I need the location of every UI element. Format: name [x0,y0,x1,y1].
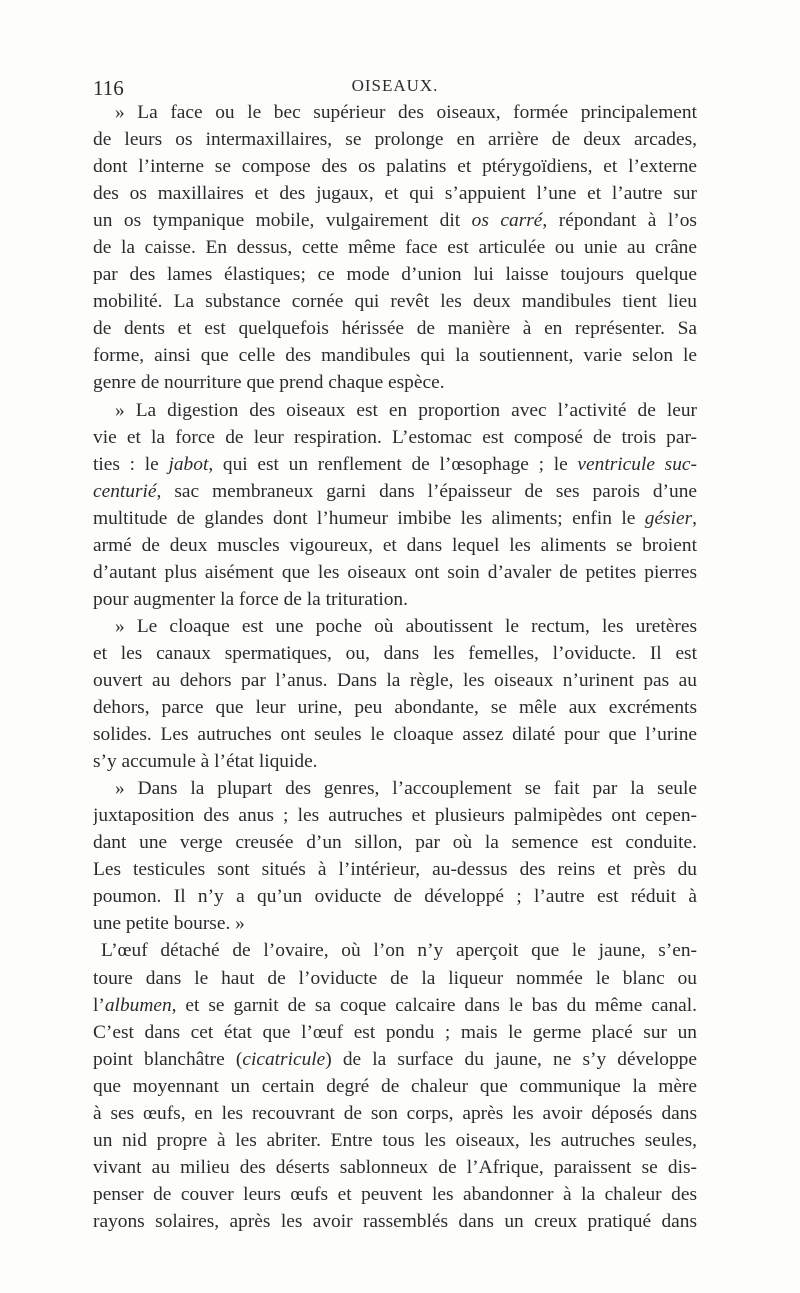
text-line: » Dans la plupart des genres, l’accouplement se fait par la seule [115,778,697,800]
text-line: C’est dans cet état que l’œuf est pondu ; mais le germe placé sur un [93,1021,697,1043]
text-line: dehors, parce que leur urine, peu abondante, se mêle aux excréments [93,697,697,719]
text-line: multitude de glandes dont l’humeur imbibe les aliments; enfin le gésier, [93,507,697,529]
text-line: pour augmenter la force de la trituration. [93,588,408,610]
italic-term: os carré [471,210,543,232]
page-number: 116 [93,76,124,100]
text-line: vie et la force de leur respiration. L’estomac est composé de trois par- [93,426,697,448]
text-line: juxtaposition des anus ; les autruches et plusieurs palmipèdes ont cepen- [93,805,697,827]
text-line: mobilité. La substance cornée qui revêt les deux mandibules tient lieu [93,291,697,313]
text-line: L’œuf détaché de l’ovaire, où l’on n’y aperçoit que le jaune, s’en- [101,940,697,962]
italic-term: jabot [168,453,209,475]
text-line: de la caisse. En dessus, cette même face est articulée ou unie au crâne [93,237,697,259]
text-line: que moyennant un certain degré de chaleur que communique la mère [93,1075,697,1097]
text-line: forme, ainsi que celle des mandibules qui la soutiennent, varie selon le [93,345,697,367]
text-line: penser de couver leurs œufs et peuvent les abandonner à la chaleur des [93,1183,697,1205]
text-line: dont l’interne se compose des os palatins et ptérygoïdiens, et l’externe [93,156,697,178]
running-title: OISEAUX. [351,76,439,95]
italic-term: cicatricule [242,1048,326,1070]
text-line: s’y accumule à l’état liquide. [93,751,318,773]
italic-term: albumen [104,994,172,1016]
text-line: une petite bourse. » [93,913,245,935]
text-line: un nid propre à les abriter. Entre tous les oiseaux, les autruches seules, [93,1129,697,1151]
italic-term: centurié [93,480,157,502]
text-line: » La face ou le bec supérieur des oiseaux, formée principalement [115,102,697,123]
text-line: d’autant plus aisément que les oiseaux ont soin d’avaler de petites pierres [93,561,697,583]
text-line: solides. Les autruches ont seules le cloaque assez dilaté pour que l’urine [93,724,697,746]
text-line: un os tympanique mobile, vulgairement dit os carré, répondant à l’os [93,210,697,232]
text-line: et les canaux spermatiques, ou, dans les femelles, l’oviducte. Il est [93,642,697,664]
body-text [93,99,697,1235]
text-line: ties : le jabot, qui est un renflement de l’œsophage ; le ventricule suc- [93,453,697,475]
text-line: genre de nourriture que prend chaque espèce. [93,372,445,394]
text-line: point blanchâtre (cicatricule) de la surface du jaune, ne s’y développe [93,1048,697,1070]
italic-term: ventricule suc- [577,453,697,475]
text-line: dant une verge creusée d’un sillon, par où la semence est conduite. [93,832,697,854]
text-line: l’albumen, et se garnit de sa coque calcaire dans le bas du même canal. [93,994,697,1016]
text-line: toure dans le haut de l’oviducte de la liqueur nommée le blanc ou [93,967,697,989]
text-line: » Le cloaque est une poche où aboutissent le rectum, les uretères [115,615,697,637]
text-line: des os maxillaires et des jugaux, et qui s’appuient l’une et l’autre sur [93,183,697,205]
italic-term: gésier [644,507,693,529]
text-line: armé de deux muscles vigoureux, et dans lequel les aliments se broient [93,534,697,556]
text-line: de leurs os intermaxillaires, se prolonge en arrière de deux arcades, [93,129,697,151]
text-line: rayons solaires, après les avoir rassemblés dans un creux pratiqué dans [93,1210,697,1232]
text-line: Les testicules sont situés à l’intérieur, au-dessus des reins et près du [93,859,697,881]
text-line: centurié, sac membraneux garni dans l’épaisseur de ses parois d’une [93,480,697,502]
text-line: vivant au milieu des déserts sablonneux de l’Afrique, paraissent se dis- [93,1156,697,1178]
text-line: à ses œufs, en les recouvrant de son corps, après les avoir déposés dans [93,1102,697,1124]
text-line: ouvert au dehors par l’anus. Dans la règle, les oiseaux n’urinent pas au [93,669,697,691]
text-line: de dents et est quelquefois hérissée de manière à en représenter. Sa [93,318,697,340]
text-line: par des lames élastiques; ce mode d’union lui laisse toujours quelque [93,264,697,286]
text-line: » La digestion des oiseaux est en proportion avec l’activité de leur [115,399,697,421]
text-line: poumon. Il n’y a qu’un oviducte de développé ; l’autre est réduit à [93,886,697,908]
